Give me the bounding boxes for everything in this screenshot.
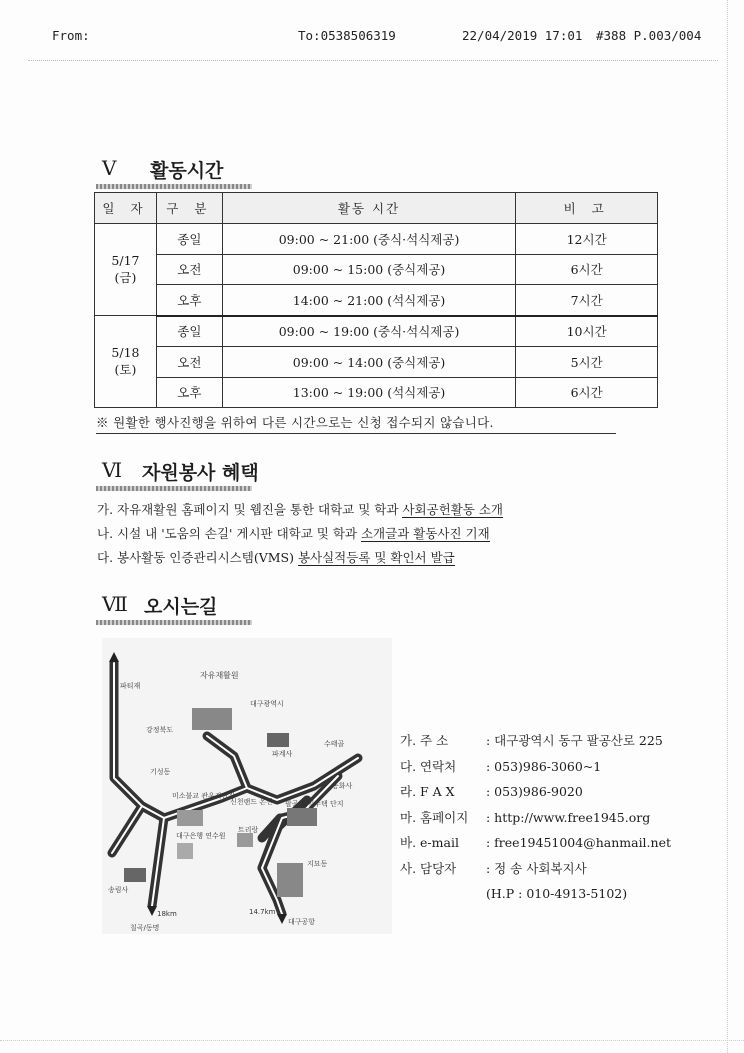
time-cell: 09:00 ~ 21:00 (중식·석식제공) [222,224,515,255]
map-label: 대구은행 연수원 [176,832,226,840]
arrow-up-icon [109,652,119,662]
map-label: 동화사 [332,782,353,790]
contact-label: 바. e-mail [400,835,459,850]
building-icon [267,733,289,747]
section-5-title: 활동시간 [150,160,224,182]
benefit-highlight: 소개글과 활동사진 기재 [360,526,490,541]
map-label: 14.7km [249,908,276,916]
note-cell: 12시간 [516,224,658,255]
contact-value: : http://www.free1945.org [486,809,651,825]
table-row [95,347,658,378]
road-network [112,663,358,914]
map-label: 대구공항 [288,918,316,926]
benefit-text: 다. 봉사활동 인증관리시스템(VMS) [97,550,298,565]
contact-value: : 정 송 사회복지사 [486,860,587,876]
contact-address [400,728,671,754]
contact-value: : free19451004@hanmail.net [486,835,672,850]
map-label: 송림사 [108,886,129,894]
schedule-notice: ※ 원활한 행사진행을 위하여 다른 시간으로는 신청 접수되지 않습니다. [96,413,616,434]
map-label: 트리랑 [238,826,259,834]
fax-datetime: 22/04/2019 17:01 [462,28,583,43]
date-cell [95,316,157,408]
table-row [95,285,658,316]
contact-email [400,830,671,856]
fax-page: #388 P.003/004 [596,28,702,43]
time-cell: 09:00 ~ 15:00 (중식제공) [222,254,515,285]
contact-fax [400,779,671,805]
contact-label: 라. F A X [400,784,455,799]
contact-phone [400,754,671,780]
map-label: 18km [157,910,177,918]
contact-value: : 053)986-3060~1 [486,758,602,774]
building-icon [192,708,232,730]
location-map [102,638,392,934]
benefit-highlight: 봉사실적등록 및 확인서 발급 [297,550,455,565]
note-cell: 6시간 [516,254,658,285]
note-cell: 7시간 [516,285,658,316]
building-icon [277,863,303,897]
map-label: 지묘동 [307,860,328,868]
map-label: 수태골 [324,740,345,748]
section-7-numeral: Ⅶ [102,592,128,616]
page-edge-bottom [0,1040,744,1041]
table-row [95,254,658,285]
fax-to: To:0538506319 [298,28,396,43]
contact-mobile: (H.P : 010-4913-5102) [486,886,628,901]
time-cell: 13:00 ~ 19:00 (석식제공) [222,377,515,408]
schedule-table [94,192,658,408]
type-cell: 오후 [156,377,222,408]
contact-label: 사. 담당자 [400,860,457,876]
note-cell: 10시간 [516,316,658,347]
benefits-list [97,498,657,570]
date-value: 5/17 [111,253,140,268]
building-icon [124,868,146,882]
fax-header [0,28,744,48]
section-6-underline [96,486,252,491]
note-cell: 5시간 [516,347,658,378]
map-label: 칠곡/동명 [130,924,160,932]
header-note: 비 고 [516,193,658,224]
fax-from: From: [52,28,90,43]
contact-label: 다. 연락처 [400,758,457,774]
section-5-numeral: V [102,156,117,180]
map-label: 신천랜드 온천 [230,798,273,806]
section-6-title: 자원봉사 혜택 [142,462,259,484]
table-header-row [95,193,658,224]
table-row [95,316,658,347]
weekday-value: (금) [114,270,137,285]
contact-value: : 053)986-9020 [486,784,583,799]
weekday-value: (토) [114,362,137,377]
map-label: 대구광역시 [250,700,284,708]
date-cell [95,224,157,316]
benefit-text: 나. 시설 내 '도움의 손길' 게시판 대학교 및 학과 [97,526,361,541]
page-edge-right [727,0,728,1053]
map-label: 미소불교 관우직판장 [172,792,236,800]
contact-label: 가. 주 소 [400,733,449,748]
header-time: 활동 시간 [222,193,515,224]
contact-info [400,728,671,907]
note-cell: 6시간 [516,377,658,408]
building-icon [287,808,317,826]
list-item [97,522,657,546]
list-item [97,498,657,522]
type-cell: 종일 [156,316,222,347]
contact-value: : 대구광역시 동구 팔공산로 225 [486,733,663,748]
map-label: 자유재활원 [200,671,239,680]
map-drawing [102,638,392,934]
map-label: 강정북도 [146,726,174,734]
section-6-numeral: Ⅵ [102,458,123,482]
type-cell: 오전 [156,254,222,285]
benefit-highlight: 사회공헌활동 소개 [402,502,503,517]
building-icon [177,810,203,826]
map-label: 파티재 [120,682,141,690]
contact-homepage [400,805,671,831]
arrow-down-icon [277,914,287,924]
section-7-title: 오시는길 [144,596,218,618]
contact-label: 마. 홈페이지 [400,809,469,825]
map-label: 팔공 전원주택 단지 [285,800,344,808]
type-cell: 종일 [156,224,222,255]
building-icon [177,843,193,859]
building-icon [237,833,253,847]
table-row [95,377,658,408]
section-5-underline [96,184,252,189]
map-label: 기성동 [150,768,171,776]
time-cell: 09:00 ~ 14:00 (중식제공) [222,347,515,378]
map-label: 파계사 [272,750,293,758]
benefit-text: 가. 자유재활원 홈페이지 및 웹진을 통한 대학교 및 학과 [97,502,403,517]
time-cell: 14:00 ~ 21:00 (석식제공) [222,285,515,316]
table-row [95,224,658,255]
time-cell: 09:00 ~ 19:00 (중식·석식제공) [222,316,515,347]
header-rule [28,60,718,61]
contact-person [400,856,671,882]
list-item [97,546,657,570]
arrow-down-icon [147,906,157,916]
header-type: 구 분 [156,193,222,224]
type-cell: 오전 [156,347,222,378]
date-value: 5/18 [111,345,140,360]
section-7-underline [96,620,252,625]
type-cell: 오후 [156,285,222,316]
header-date: 일 자 [95,193,157,224]
